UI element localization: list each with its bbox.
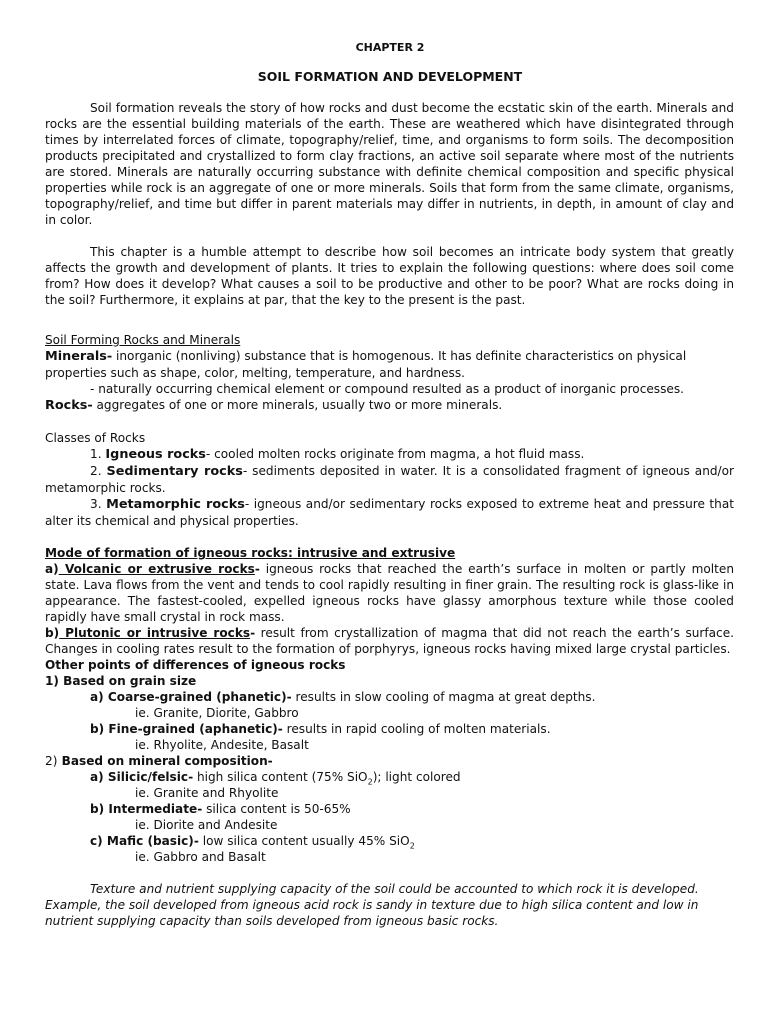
class-def: - sediments deposited in water. It is a consolidated fragment of igneous and/or metamorphic rocks.: [45, 464, 734, 495]
mineral-heading-text: Based on mineral composition-: [57, 754, 273, 768]
silicic-subscript: 2: [367, 777, 373, 787]
rocks-term: Rocks-: [45, 398, 93, 413]
class-term: Igneous rocks: [105, 447, 206, 462]
fine-grained-item: [45, 721, 734, 737]
intro-paragraph-2: This chapter is a humble attempt to describe how soil becomes an intricate body system that greatly affects the growth and development of plants. It tries to explain the following questions: where does soil come from? How does it develop? What causes a soil to be productive and other to be poor? What are rocks doing in the soil? Furthermore, it explains at par, that the key to the present is the past.: [45, 245, 734, 307]
fine-def: results in rapid cooling of molten materials.: [282, 722, 551, 736]
class-item-metamorphic: [45, 496, 734, 529]
grain-size-heading: 1) Based on grain size: [45, 674, 197, 688]
mineral-heading-number: 2): [45, 754, 58, 768]
class-def: - igneous and/or sedimentary rocks exposed to extreme heat and pressure that alter its chemical and physical properties.: [45, 497, 734, 528]
volcanic-def: igneous rocks that reached the earth’s surface in molten or partly molten state. Lava flows from the vent and tends to cool rapidly resulting in finer grain. The resulting rock is glass-like in appearance. The fastest-cooled, expelled igneous rocks have glassy amorphous texture while those cooled rapidly have small crystal in rock mass.: [45, 562, 735, 624]
fine-term: b) Fine-grained (aphanetic)-: [90, 722, 283, 736]
intermediate-item: [45, 801, 734, 817]
class-term: Sedimentary rocks: [106, 464, 243, 479]
minerals-definition-2: - naturally occurring chemical element or compound resulted as a product of inorganic processes.: [90, 382, 684, 396]
intro-paragraph-1: Soil formation reveals the story of how rocks and dust become the ecstatic skin of the earth. Minerals and rocks are the essential building materials of the earth. These are weathered which have disintegrated through times by interrelated forces of climate, topography/relief, time, and organisms to form soils. The decomposition products precipitated and crystallized to form clay fractions, an active soil separate where most of the nutrients are stored. Minerals are naturally occurring substance with definite chemical composition and specific physical properties while rock is an aggregate of one or more minerals. Soils that form from the same climate, organisms, topography/relief, and time but differ in parent materials may differ in nutrients, in depth, in amount of clay and in color.: [45, 101, 734, 227]
rocks-def-text: aggregates of one or more minerals, usually two or more minerals.: [92, 398, 503, 412]
class-def: - cooled molten rocks originate from magma, a hot fluid mass.: [205, 447, 585, 461]
class-item-sedimentary: [45, 463, 734, 496]
chapter-title: SOIL FORMATION AND DEVELOPMENT: [257, 69, 523, 84]
plutonic-prefix: b): [45, 626, 60, 640]
intermediate-term: b) Intermediate-: [90, 802, 203, 816]
volcanic-prefix: a): [45, 562, 59, 576]
minerals-definition: [45, 348, 734, 381]
closing-paragraph: Texture and nutrient supplying capacity of the soil could be accounted to which rock it is developed. Example, the soil developed from igneous acid rock is sandy in texture due to high silica content and low in nutrient supplying capacity than soils developed from igneous basic rocks.: [45, 882, 699, 928]
coarse-grained-item: [45, 689, 734, 705]
plutonic-def: result from crystallization of magma that did not reach the earth’s surface. Changes in cooling rates result to the formation of porphyrys, igneous rocks having mixed large crystal particles.: [45, 626, 734, 656]
coarse-def: results in slow cooling of magma at great depths.: [291, 690, 596, 704]
volcanic-rocks-definition: [45, 561, 734, 625]
plutonic-rocks-definition: [45, 625, 734, 657]
mafic-example: ie. Gabbro and Basalt: [135, 850, 266, 864]
mafic-def: low silica content usually 45% SiO: [198, 834, 410, 848]
section-heading-soil-rocks: Soil Forming Rocks and Minerals: [45, 333, 241, 347]
silicic-def: high silica content (75% SiO: [193, 770, 368, 784]
mafic-item: [45, 833, 734, 849]
plutonic-dash: -: [250, 626, 256, 640]
document-body: [45, 100, 734, 929]
class-number: 3.: [90, 497, 102, 511]
coarse-example: ie. Granite, Diorite, Gabbro: [135, 706, 299, 720]
chapter-label: CHAPTER 2: [355, 41, 425, 54]
mafic-subscript: 2: [409, 841, 415, 851]
fine-example: ie. Rhyolite, Andesite, Basalt: [135, 738, 309, 752]
volcanic-term: Volcanic or extrusive rocks: [58, 562, 255, 576]
plutonic-term: Plutonic or intrusive rocks: [59, 626, 251, 640]
minerals-term: Minerals-: [45, 349, 113, 364]
silicic-term: a) Silicic/felsic-: [90, 770, 194, 784]
mineral-composition-heading: [45, 753, 734, 769]
rocks-definition: [45, 397, 734, 414]
minerals-def-text: inorganic (nonliving) substance that is homogenous. It has definite characteristics on physical properties such as shape, color, melting, temperature, and hardness.: [45, 349, 687, 380]
intermediate-def: silica content is 50-65%: [202, 802, 351, 816]
intermediate-example: ie. Diorite and Andesite: [135, 818, 278, 832]
silicic-def-end: ); light colored: [372, 770, 461, 784]
mafic-term: c) Mafic (basic)-: [90, 834, 199, 848]
class-number: 2.: [90, 464, 102, 478]
section-heading-differences: Other points of differences of igneous rocks: [45, 658, 346, 672]
section-heading-classes: Classes of Rocks: [45, 431, 146, 445]
class-number: 1.: [90, 447, 102, 461]
volcanic-dash: -: [254, 562, 260, 576]
silicic-example: ie. Granite and Rhyolite: [135, 786, 279, 800]
coarse-term: a) Coarse-grained (phanetic)-: [90, 690, 292, 704]
silicic-item: [45, 769, 734, 785]
class-term: Metamorphic rocks: [106, 497, 245, 512]
section-heading-mode: Mode of formation of igneous rocks: intrusive and extrusive: [45, 546, 456, 560]
class-item-igneous: [45, 446, 734, 463]
